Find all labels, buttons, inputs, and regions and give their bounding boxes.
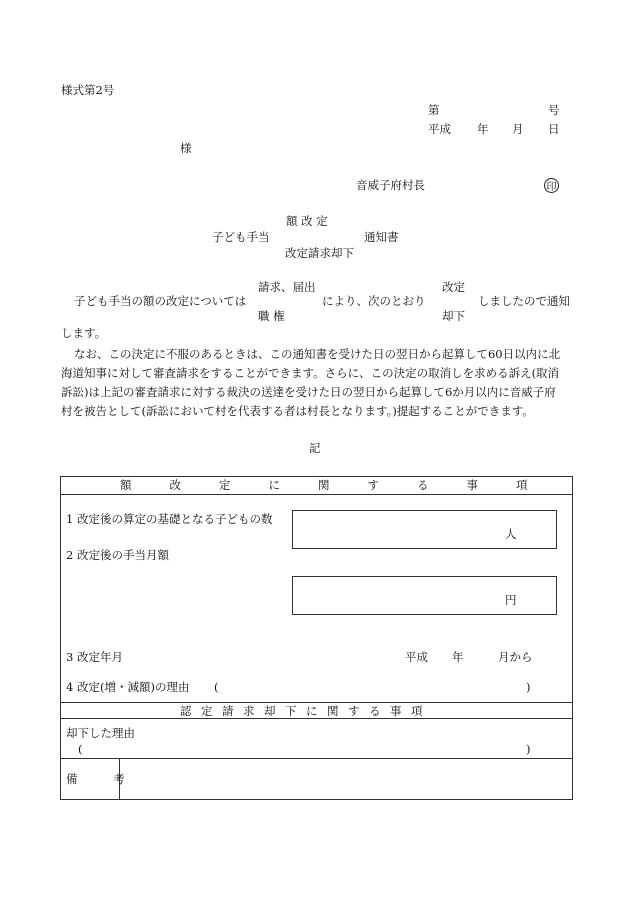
title-left: 子ども手当 [212,230,270,244]
section2-header-divider [60,718,573,719]
section2-top-divider [60,702,573,703]
item1-input-box[interactable] [292,510,557,549]
reject-open-paren: ( [78,742,83,756]
item4-close-paren: ) [526,680,531,694]
reject-label: 却下した理由 [66,726,135,740]
date-year: 年 [477,122,489,136]
option-upper-1: 請求、届出 [258,280,316,294]
item2-label: 2 改定後の手当月額 [66,548,169,562]
doc-number-suffix: 号 [548,103,560,117]
item3-label: 3 改定年月 [66,650,123,664]
date-month: 月 [512,122,524,136]
reject-close-paren: ) [526,742,531,756]
remarks-field[interactable] [124,762,568,796]
item3-year: 年 [452,650,464,664]
form-number: 様式第2号 [61,83,115,97]
option-upper-2: 改定 [442,280,465,294]
remarks-label: 備 考 [66,772,141,786]
body-line1-b: により、次のとおり [322,294,426,308]
para2-line2: 海道知事に対して審査請求をすることができます。さらに、この決定の取消しを求める訴え(取消 [61,366,560,380]
para2-line1: なお、この決定に不服のあるときは、この通知書を受けた日の翌日から起算して60日以内に北 [74,347,561,361]
body-line1-c: しましたので通知 [478,294,570,308]
para2-line4: 村を被告として(訴訟において村を代表する者は村長となります。)提起することができます。 [61,404,534,418]
title-bottom: 改定請求却下 [285,246,354,260]
item1-unit: 人 [505,527,517,541]
date-day: 日 [548,122,560,136]
body-line1-a: 子ども手当の額の改定については [74,294,247,308]
doc-number-prefix: 第 [428,103,440,117]
item3-month: 月から [498,650,533,664]
item2-input-box[interactable] [292,576,557,615]
item1-label: 1 改定後の算定の基礎となる子どもの数 [66,512,273,526]
item4-open-paren: ( [214,680,219,694]
section1-header: 額改定に関する事項 [120,478,566,492]
title-top: 額 改 定 [286,214,328,228]
issuer-name: 音威子府村長 [356,178,425,192]
date-era: 平成 [428,122,451,136]
para2-line3: 訴訟)は上記の審査請求に対する裁決の送達を受けた日の翌日から起算して6か月以内に音威子府 [61,385,556,399]
option-lower-1: 職 権 [258,309,285,323]
item2-unit: 円 [505,593,517,607]
item4-label: 4 改定(増・減額)の理由 [66,680,190,694]
title-right: 通知書 [364,230,399,244]
remarks-top-divider [60,758,573,759]
ki-label: 記 [309,441,321,455]
addressee-suffix: 様 [180,141,192,155]
item3-era: 平成 [405,650,428,664]
option-lower-2: 却下 [442,309,465,323]
seal-mark: 印 [544,178,559,193]
body-line2: します。 [61,326,107,340]
section1-header-divider [60,494,573,495]
section2-header: 認定請求却下に関する事項 [180,704,432,718]
